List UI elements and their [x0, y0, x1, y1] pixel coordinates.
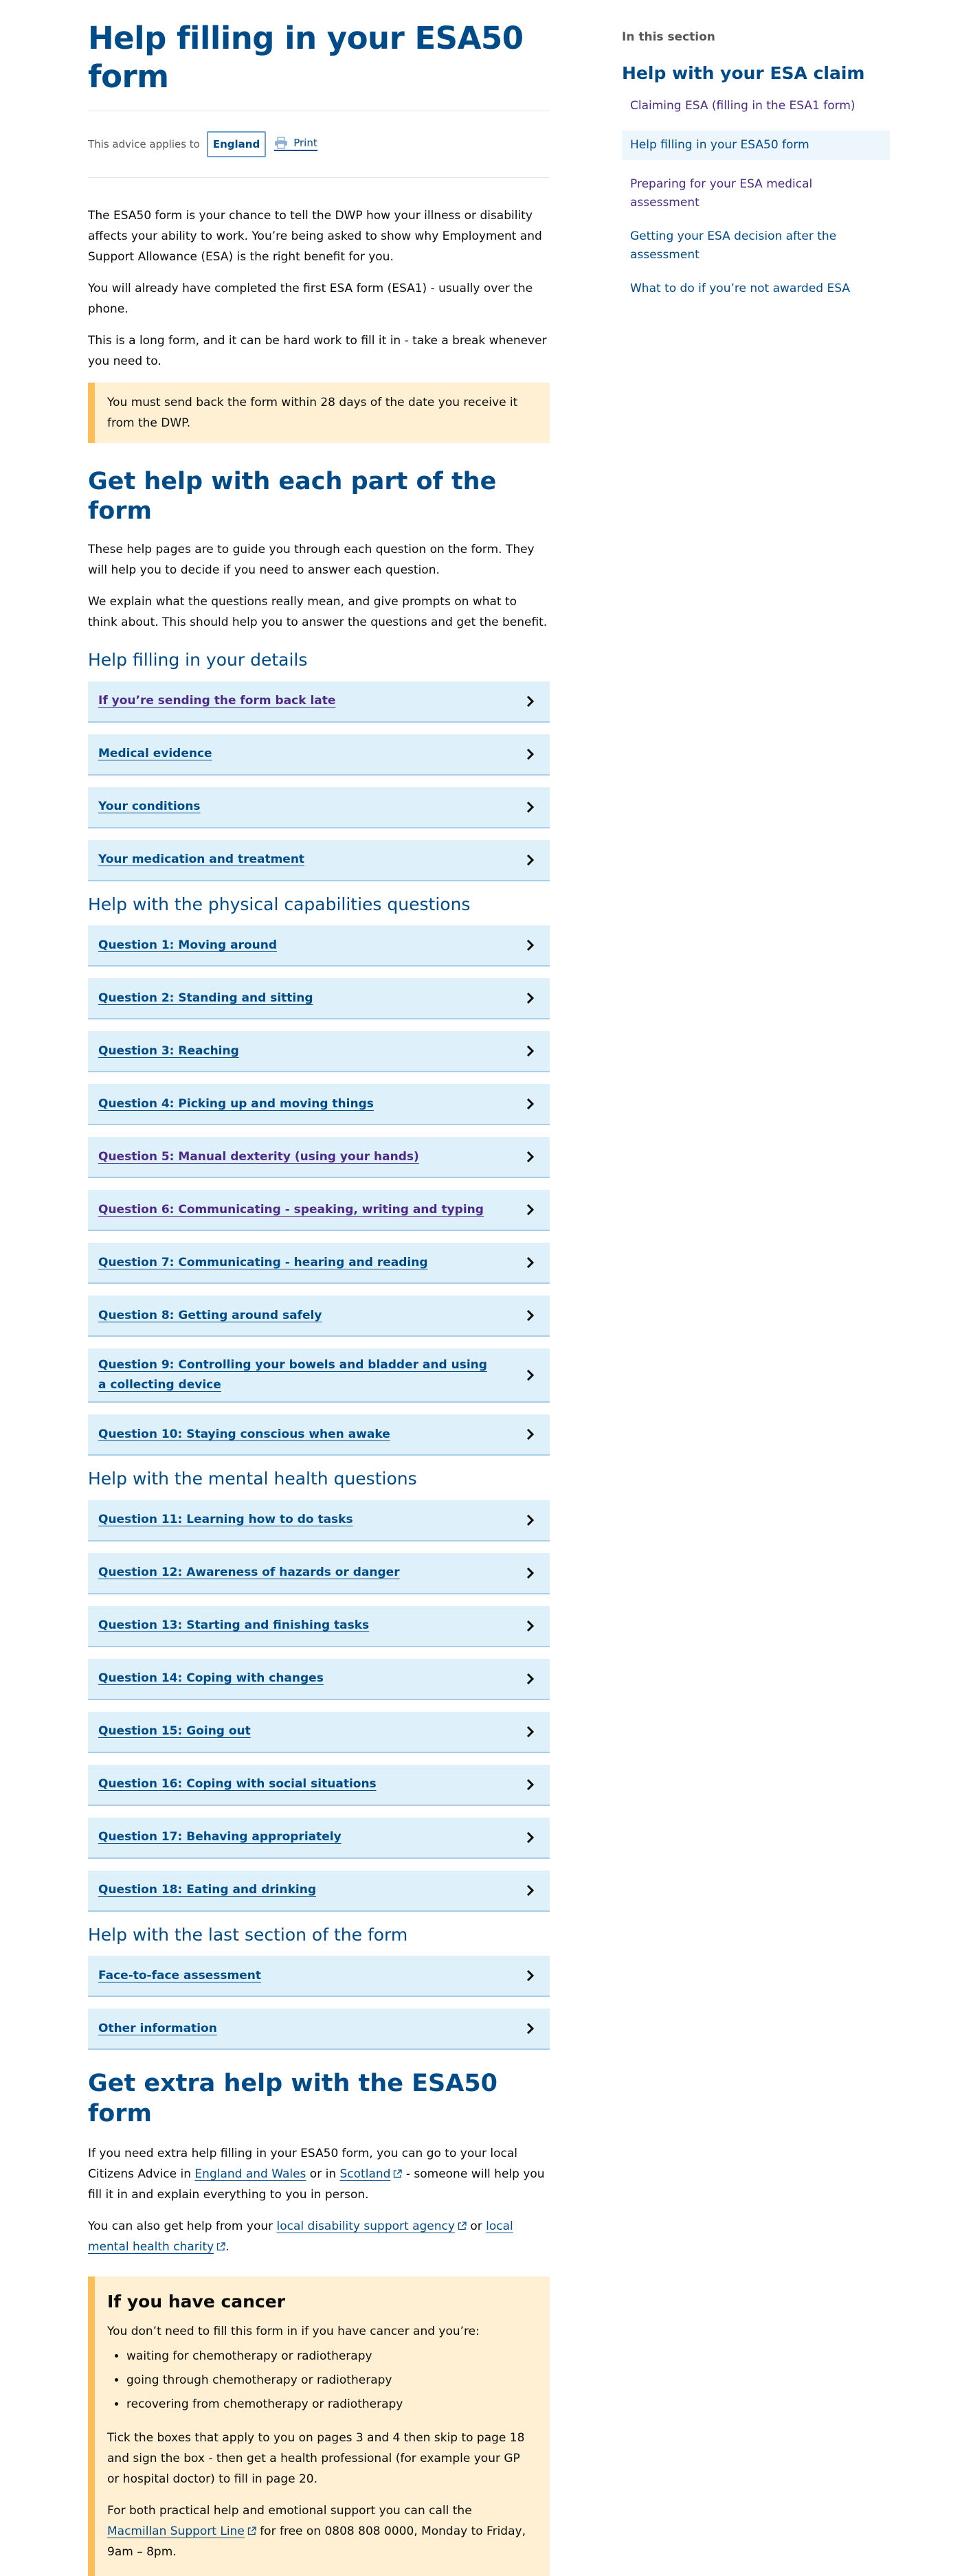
accordion-link[interactable]: Question 12: Awareness of hazards or danger	[98, 1566, 400, 1579]
accordion-item-question-10-staying-conscious-when-awake[interactable]	[88, 1414, 550, 1456]
accordion-list	[88, 1500, 550, 1912]
accordion-link[interactable]: Face-to-face assessment	[98, 1968, 261, 1982]
scotland-link[interactable]	[340, 2167, 403, 2181]
chevron-right-icon	[526, 695, 535, 708]
cancer-paragraph-3	[107, 2500, 533, 2562]
chevron-right-icon	[526, 1778, 535, 1791]
accordion-item-your-conditions[interactable]	[88, 787, 550, 828]
accordion-item-question-12-awareness-of-hazards-or-dang[interactable]	[88, 1553, 550, 1594]
sidebar-item-preparing-for-your-esa-medical-assessmen[interactable]: Preparing for your ESA medical assessment	[630, 177, 813, 210]
group-heading: Help with the last section of the form	[88, 1924, 408, 1945]
group-heading: Help with the mental health questions	[88, 1469, 417, 1489]
list-item: • recovering from chemotherapy or radiotherapy	[126, 2393, 533, 2417]
deadline-callout	[88, 383, 550, 443]
accordion-link[interactable]: Question 1: Moving around	[98, 938, 278, 952]
cancer-text: For both practical help and emotional support you can call the	[107, 2503, 472, 2518]
chevron-right-icon	[526, 854, 535, 866]
cancer-text: for free on 0808 808 0000, Monday to Friday, 9am – 8pm.	[107, 2524, 526, 2559]
disability-agency-link-label: local disability support agency	[276, 2219, 455, 2233]
accordion-link[interactable]: Medical evidence	[98, 747, 212, 760]
cancer-callout	[88, 2276, 550, 2576]
accordion-item-question-15-going-out[interactable]	[88, 1712, 550, 1753]
deadline-text: You must send back the form within 28 days of the date you receive it from the DWP.	[107, 395, 518, 430]
chevron-right-icon	[526, 748, 535, 760]
accordion-link[interactable]: Your conditions	[98, 800, 201, 813]
print-button[interactable]	[274, 137, 317, 151]
chevron-right-icon	[526, 1098, 535, 1110]
sidebar-item-getting-your-esa-decision-after-the-asse[interactable]: Getting your ESA decision after the assessment	[630, 229, 837, 262]
accordion-item-question-2-standing-and-sitting[interactable]	[88, 978, 550, 1019]
accordion-item-question-16-coping-with-social-situation[interactable]	[88, 1765, 550, 1806]
nation-select-button[interactable]: England	[207, 131, 266, 157]
page-title: Help filling in your ESA50 form	[88, 20, 524, 95]
extra-help-text: You can also get help from your	[88, 2219, 277, 2233]
accordion-list	[88, 925, 550, 1456]
sidebar-item-what-to-do-if-you-re-not-awarded-esa[interactable]: What to do if you’re not awarded ESA	[630, 282, 850, 295]
accordion-item-your-medication-and-treatment[interactable]	[88, 840, 550, 881]
accordion-link[interactable]: Question 14: Coping with changes	[98, 1671, 324, 1685]
extra-help-text: or in	[306, 2167, 340, 2181]
intro-paragraph-1: The ESA50 form is your chance to tell the DWP how your illness or disability affects your ability to work. You’re being asked to show why Employment and Support Allowance (ESA) is the right benefit for you.	[88, 208, 542, 264]
print-label: Print	[293, 137, 317, 149]
accordion-link[interactable]: Question 18: Eating and drinking	[98, 1883, 317, 1897]
accordion-item-face-to-face-assessment[interactable]	[88, 1956, 550, 1997]
accordion-link[interactable]: Question 9: Controlling your bowels and bladder and using a collecting device	[98, 1357, 487, 1392]
main-content	[88, 19, 550, 2576]
intro-paragraph-3: This is a long form, and it can be hard work to fill it in - take a break whenever you need to.	[88, 333, 547, 368]
list-item: • going through chemotherapy or radiotherapy	[126, 2369, 533, 2393]
accordion-link[interactable]: Your medication and treatment	[98, 852, 305, 866]
cancer-paragraph-2: Tick the boxes that apply to you on pages 3 and 4 then skip to page 18 and sign the box - then get a health professional (for example your GP or hospital doctor) to fill in page 20.	[107, 2430, 525, 2486]
accordion-link[interactable]: Question 15: Going out	[98, 1724, 251, 1738]
chevron-right-icon	[526, 1428, 535, 1440]
help-section-heading: Get help with each part of the form	[88, 467, 497, 526]
accordion-link[interactable]: Question 13: Starting and finishing tasks	[98, 1618, 370, 1632]
extra-help-text: or	[466, 2219, 486, 2233]
help-section-paragraph-1: These help pages are to guide you through each question on the form. They will help you to decide if you need to answer each question.	[88, 543, 535, 577]
extra-help-paragraph-1	[88, 2143, 550, 2205]
extra-help-paragraph-2	[88, 2216, 550, 2257]
accordion-item-question-8-getting-around-safely[interactable]	[88, 1296, 550, 1337]
macmillan-link-label: Macmillan Support Line	[107, 2524, 245, 2538]
sidebar-item-help-filling-in-your-esa50-form[interactable]: Help filling in your ESA50 form	[622, 131, 890, 160]
chevron-right-icon	[526, 1309, 535, 1322]
cancer-heading: If you have cancer	[107, 2291, 286, 2312]
extra-help-text: .	[225, 2239, 230, 2254]
macmillan-support-link[interactable]	[107, 2524, 256, 2538]
chevron-right-icon	[526, 1673, 535, 1685]
chevron-right-icon	[526, 1884, 535, 1897]
chevron-right-icon	[526, 1726, 535, 1738]
sidebar-title[interactable]: Help with your ESA claim	[622, 63, 865, 83]
chevron-right-icon	[526, 801, 535, 813]
accordion-item-question-3-reaching[interactable]	[88, 1031, 550, 1072]
group-heading: Help with the physical capabilities questions	[88, 894, 471, 914]
intro-paragraph-2: You will already have completed the first ESA form (ESA1) - usually over the phone.	[88, 281, 533, 316]
accordion-link[interactable]: Question 3: Reaching	[98, 1043, 239, 1058]
question-groups	[88, 649, 550, 2050]
section-sidebar	[622, 30, 890, 313]
accordion-item-question-1-moving-around[interactable]	[88, 925, 550, 967]
england-wales-link[interactable]: England and Wales	[194, 2167, 306, 2181]
accordion-link[interactable]: Question 4: Picking up and moving things	[98, 1096, 374, 1111]
accordion-link[interactable]: Question 10: Staying conscious when awake	[98, 1427, 390, 1441]
accordion-link[interactable]: Question 5: Manual dexterity (using your hands)	[98, 1149, 419, 1164]
chevron-right-icon	[526, 992, 535, 1004]
accordion-list	[88, 681, 550, 881]
sidebar-heading: In this section	[622, 30, 715, 44]
accordion-item-question-5-manual-dexterity-using-your-h[interactable]	[88, 1137, 550, 1178]
sidebar-item-claiming-esa-filling-in-the-esa1-form[interactable]: Claiming ESA (filling in the ESA1 form)	[630, 99, 855, 113]
extra-help-text: - someone will help you fill it in and explain everything to you in person.	[88, 2167, 545, 2202]
cancer-bullet-list	[107, 2345, 533, 2417]
external-link-icon	[393, 2169, 402, 2178]
accordion-item-question-17-behaving-appropriately[interactable]	[88, 1818, 550, 1859]
chevron-right-icon	[526, 939, 535, 951]
external-link-icon	[247, 2527, 256, 2535]
scotland-link-label: Scotland	[339, 2167, 391, 2181]
accordion-item-question-18-eating-and-drinking[interactable]	[88, 1871, 550, 1912]
accordion-item-if-you-re-sending-the-form-back-late[interactable]	[88, 681, 550, 723]
help-section-paragraph-2: We explain what the questions really mean, and give prompts on what to think about. This should help you to answer the questions and get the benefit.	[88, 595, 548, 629]
printer-icon	[274, 137, 288, 149]
accordion-item-other-information[interactable]	[88, 2009, 550, 2050]
chevron-right-icon	[526, 1369, 535, 1381]
accordion-item-question-9-controlling-your-bowels-and-b[interactable]	[88, 1348, 550, 1403]
chevron-right-icon	[526, 1620, 535, 1632]
accordion-item-question-7-communicating-hearing-and-rea[interactable]	[88, 1243, 550, 1284]
applies-to-label: This advice applies to	[88, 137, 200, 150]
sidebar-nav	[622, 97, 890, 298]
chevron-right-icon	[526, 2022, 535, 2035]
accordion-link[interactable]: Question 17: Behaving appropriately	[98, 1830, 342, 1844]
external-link-icon	[216, 2242, 225, 2251]
accordion-item-question-14-coping-with-changes[interactable]	[88, 1659, 550, 1700]
intro-section	[88, 205, 550, 372]
chevron-right-icon	[526, 1969, 535, 1982]
accordion-link[interactable]: Question 2: Standing and sitting	[98, 991, 313, 1005]
accordion-item-question-11-learning-how-to-do-tasks[interactable]	[88, 1500, 550, 1541]
chevron-right-icon	[526, 1204, 535, 1216]
list-item: • waiting for chemotherapy or radiotherapy	[126, 2345, 533, 2369]
accordion-link[interactable]: Question 16: Coping with social situations	[98, 1777, 377, 1791]
accordion-item-question-4-picking-up-and-moving-things[interactable]	[88, 1084, 550, 1125]
accordion-item-question-6-communicating-speaking-writin[interactable]	[88, 1190, 550, 1231]
accordion-link[interactable]: Question 7: Communicating - hearing and reading	[98, 1255, 428, 1269]
accordion-link[interactable]: Other information	[98, 2021, 217, 2035]
chevron-right-icon	[526, 1045, 535, 1057]
accordion-link[interactable]: Question 6: Communicating - speaking, writing and typing	[98, 1202, 484, 1217]
external-link-icon	[458, 2222, 467, 2230]
group-heading: Help filling in your details	[88, 650, 308, 670]
mental-health-charity-link-label: local mental health charity	[88, 2219, 513, 2254]
disability-agency-link[interactable]	[277, 2219, 467, 2233]
accordion-link[interactable]: Question 8: Getting around safely	[98, 1308, 322, 1322]
chevron-right-icon	[526, 1831, 535, 1844]
chevron-right-icon	[526, 1256, 535, 1269]
accordion-item-medical-evidence[interactable]	[88, 734, 550, 776]
accordion-link[interactable]: Question 11: Learning how to do tasks	[98, 1513, 353, 1526]
accordion-item-question-13-starting-and-finishing-tasks[interactable]	[88, 1606, 550, 1647]
applies-to-bar	[88, 111, 550, 178]
extra-help-heading: Get extra help with the ESA50 form	[88, 2070, 498, 2127]
accordion-list	[88, 1956, 550, 2050]
chevron-right-icon	[526, 1567, 535, 1579]
accordion-link[interactable]: If you’re sending the form back late	[98, 694, 336, 708]
chevron-right-icon	[526, 1514, 535, 1526]
chevron-right-icon	[526, 1151, 535, 1163]
cancer-intro: You don’t need to fill this form in if you have cancer and you’re:	[107, 2324, 480, 2338]
extra-help-text: If you need extra help filling in your ESA50 form, you can go to your local Citizens Advice in	[88, 2146, 517, 2181]
